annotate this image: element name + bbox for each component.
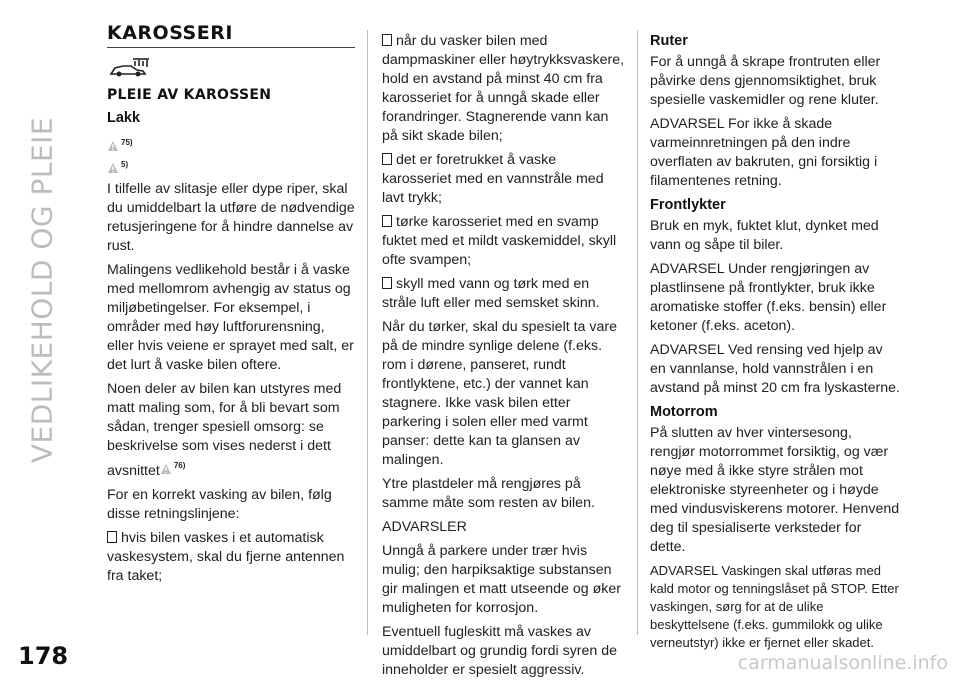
paragraph: Noen deler av bilen kan utstyres med matt maling som, for å bli bevart som sådan, trenger spesiell omsorg: se beskrivelse som vises nederst i dett avsnittet 76): [107, 381, 342, 479]
bullet-box-icon: [382, 34, 392, 46]
paragraph: Malingens vedlikehold består i å vaske med mellomrom avhengig av status og miljøbetingelser. For eksempel, i områder med høy luftforurensning, eller hvis veiene er sprayet med salt, er det lurt å vaske bilen oftere.: [107, 262, 354, 373]
warning-reference-3: 76): [160, 456, 186, 475]
paragraph: Unngå å parkere under trær hvis mulig; den harpiksaktige substansen gir malingen et matt utseende og øker muligheten for korrosjon.: [382, 543, 621, 616]
car-wash-icon: [109, 58, 151, 78]
column-1: [107, 24, 355, 591]
subsection-title: PLEIE AV KAROSSEN: [107, 87, 272, 103]
paragraph: Bruk en myk, fuktet klut, dynket med vann og såpe til biler.: [650, 218, 879, 253]
paragraph: ADVARSEL Vaskingen skal utføras med kald motor og tenningslåset på STOP. Etter vaskingen, sørg for at de ulike beskyttelsene (f.eks. gummilokk og ulike verneutstyr) ikke er fjernet eller skadet.: [650, 563, 899, 650]
page-number: 178: [18, 642, 69, 670]
bullet-item: tørke karosseriet med en svamp fuktet med et mildt vaskemiddel, skyll ofte svampen;: [382, 214, 617, 268]
bullet-box-icon: [382, 215, 392, 227]
bullet-box-icon: [382, 153, 392, 165]
warning-triangle-icon: [160, 463, 172, 475]
heading-ruter: Ruter: [650, 33, 688, 49]
watermark: carmanualsonline.info: [737, 652, 948, 674]
column-2: [382, 32, 627, 685]
bullet-item: skyll med vann og tørk med en stråle luft eller med semsket skinn.: [382, 276, 600, 311]
warning-reference-2: 5): [107, 152, 355, 174]
warning-triangle-icon: [107, 162, 119, 174]
paragraph: ADVARSLER: [382, 519, 467, 535]
paragraph: For å unngå å skrape frontruten eller påvirke dens gjennomsiktighet, bruk spesielle vaskemidler og rene kluter.: [650, 54, 881, 108]
paragraph: Når du tørker, skal du spesielt ta vare på de mindre synlige delene (f.eks. rom i dørene, panseret, rundt frontlyktene, etc.) der vannet kan stagnere. Ikke vask bilen etter parkering i solen eller med varmt panser: dette kan ta glansen av malingen.: [382, 319, 617, 468]
section-title: KAROSSERI: [107, 24, 355, 48]
bullet-item: når du vasker bilen med dampmaskiner eller høytrykksvaskere, hold en avstand på minst 40 cm fra karosseriet for å unngå skade eller forandringer. Stagnerende vann kan på sikt skade bilen;: [382, 33, 625, 144]
paragraph: ADVARSEL Under rengjøringen av plastlinsene på frontlykter, bruk ikke aromatiske stoffer (f.eks. bensin) eller ketoner (f.eks. aceton).: [650, 261, 887, 334]
paragraph: Ytre plastdeler må rengjøres på samme måte som resten av bilen.: [382, 476, 595, 511]
paragraph: For en korrekt vasking av bilen, følg disse retningslinjene:: [107, 487, 332, 522]
paragraph: I tilfelle av slitasje eller dype riper, skal du umiddelbart la utføre de nødvendige retusjeringene for å hindre dannelse av rust.: [107, 181, 355, 254]
bullet-box-icon: [107, 531, 117, 543]
heading-motorrom: Motorrom: [650, 404, 718, 420]
heading-frontlykter: Frontlykter: [650, 197, 726, 213]
warning-reference-1: 75): [107, 130, 355, 152]
column-divider-1: [367, 30, 368, 635]
paragraph: ADVARSEL For ikke å skade varmeinnretningen på den indre overflaten av bakruten, gni forsiktig i filamentenes retning.: [650, 116, 878, 189]
paragraph: På slutten av hver vintersesong, rengjør motorrommet forsiktig, og vær nøye med å ikke styre strålen mot elektroniske styreenheter og i høyde med vindusviskerens motorer. Henvend deg til spesialiserte verksteder for dette.: [650, 425, 900, 555]
lakk-heading: Lakk: [107, 110, 141, 126]
side-title-text: VEDLIKEHOLD OG PLEIE: [25, 116, 59, 464]
warning-triangle-icon: [107, 140, 119, 152]
bullet-item: det er foretrukket å vaske karosseriet med en vannstråle med lavt trykk;: [382, 152, 604, 206]
bullet-item: hvis bilen vaskes i et automatisk vaskesystem, skal du fjerne antennen fra taket;: [107, 530, 345, 584]
column-divider-2: [637, 30, 638, 635]
paragraph: ADVARSEL Ved rensing ved hjelp av en vannlanse, hold vannstrålen i en avstand på minst 20 cm fra lyskasterne.: [650, 342, 900, 396]
paragraph: Eventuell fugleskitt må vaskes av umiddelbart og grundig fordi syren de inneholder er spesielt aggressiv.: [382, 624, 618, 678]
bullet-box-icon: [382, 277, 392, 289]
column-3: [650, 32, 900, 657]
